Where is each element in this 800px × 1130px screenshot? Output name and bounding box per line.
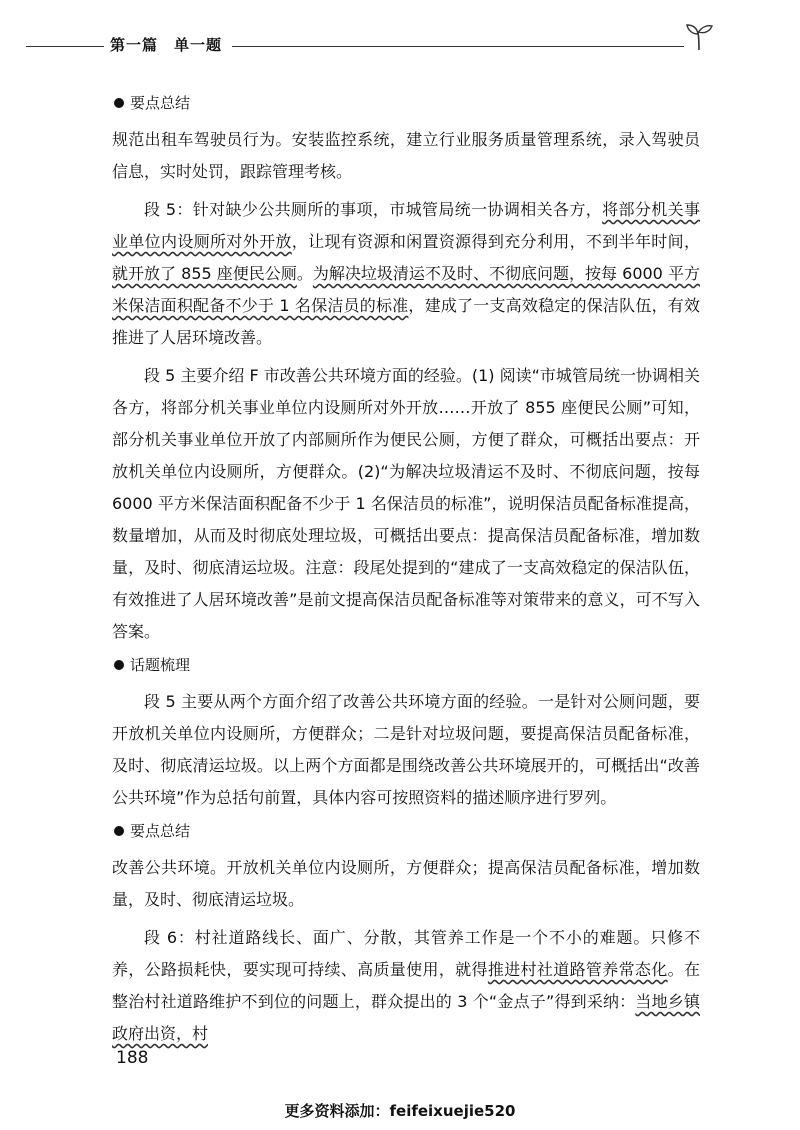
header-rule-right: [232, 46, 684, 47]
paragraph: [112, 124, 700, 188]
paragraph: [112, 194, 700, 354]
paragraph-text: 。在整治村社道路维护不到位的问题上，群众提出的 3 个“金点子”得到采纳：: [112, 960, 700, 1011]
paragraph: [112, 686, 700, 814]
page-number: 188: [116, 1048, 149, 1068]
underlined-text: 为解决垃圾清运不及时、不彻底问题，按每 6000 平方米保洁面积配备不少于 1 名保洁员的标准: [112, 264, 700, 315]
sprout-icon: [682, 20, 716, 54]
header-rule-left: [26, 46, 104, 47]
paragraph-text: 段 5：针对缺少公共厕所的事项，市城管局统一协调相关各方，: [144, 200, 603, 219]
heading-text: 要点总结: [130, 822, 191, 840]
page-body: [112, 86, 700, 1056]
paragraph-text: 段 5 主要从两个方面介绍了改善公共环境方面的经验。一是针对公厕问题，要开放机关单位内设厕所，方便群众；二是针对垃圾问题，要提高保洁员配备标准，及时、彻底清运垃圾。以上两个方面都是围绕改善公共环境展开的，可概括出“改善公共环境”作为总括句前置，具体内容可按照资料的描述顺序进行罗列。: [112, 692, 700, 807]
paragraph: [112, 360, 700, 648]
paragraph-text: 段 5 主要介绍 F 市改善公共环境方面的经验。(1) 阅读“市城管局统一协调相关各方，将部分机关事业单位内设厕所对外开放……开放了 855 座便民公厕”可知，部分机关事业单位开放了内部厕所作为便民公厕，方便了群众，可概括出要点：开放机关单位内设厕所，方便群众。(2)“为解决垃圾清运不及时、不彻底问题，按每 6000 平方米保洁面积配备不少于 1 名保洁员的标准”，说明保洁员配备标准提高，数量增加，从而及时彻底处理垃圾，可概括出要点：提高保洁员配备标准，增加数量，及时、彻底清运垃圾。注意：段尾处提到的“建成了一支高效稳定的保洁队伍，有效推进了人居环境改善”是前文提高保洁员配备标准等对策带来的意义，可不写入答案。: [112, 366, 700, 641]
underlined-text: 当地乡镇政府出资，村: [112, 992, 700, 1043]
section-heading: [112, 654, 700, 676]
footer-note: 更多资料添加：feifeixuejie520: [284, 1102, 516, 1120]
paragraph: [112, 922, 700, 1050]
bullet-dot-icon: [114, 660, 124, 670]
underlined-text: 就开放了 855 座便民公厕: [112, 264, 297, 283]
paragraph-text: 改善公共环境。开放机关单位内设厕所，方便群众；提高保洁员配备标准，增加数量，及时、彻底清运垃圾。: [112, 858, 700, 909]
bullet-dot-icon: [114, 826, 124, 836]
bullet-dot-icon: [114, 98, 124, 108]
section-title: 第一篇 单一题: [110, 36, 223, 54]
paragraph-text: ，建成了一支高效稳定的保洁队伍，有效推进了人居环境改善。: [112, 296, 700, 347]
heading-text: 话题梳理: [130, 656, 191, 674]
paragraph: [112, 852, 700, 916]
paragraph-text: ，让现有资源和闲置资源得到充分利用，不到半年时间，: [291, 232, 700, 251]
page-header: [0, 34, 800, 58]
underlined-text: 推进村社道路管养常态化: [487, 960, 668, 979]
paragraph-text: 。: [296, 264, 313, 283]
paragraph-text: 段 6：村社道路线长、面广、分散，其管养工作是一个不小的难题。只修不养，公路损耗快，要实现可持续、高质量使用，就得: [112, 928, 700, 979]
section-heading: [112, 92, 700, 114]
paragraph-text: 规范出租车驾驶员行为。安装监控系统，建立行业服务质量管理系统，录入驾驶员信息，实时处罚，跟踪管理考核。: [112, 130, 700, 181]
underlined-text: 将部分机关事业单位内设厕所对外开放: [112, 200, 700, 251]
heading-text: 要点总结: [130, 94, 191, 112]
section-heading: [112, 820, 700, 842]
